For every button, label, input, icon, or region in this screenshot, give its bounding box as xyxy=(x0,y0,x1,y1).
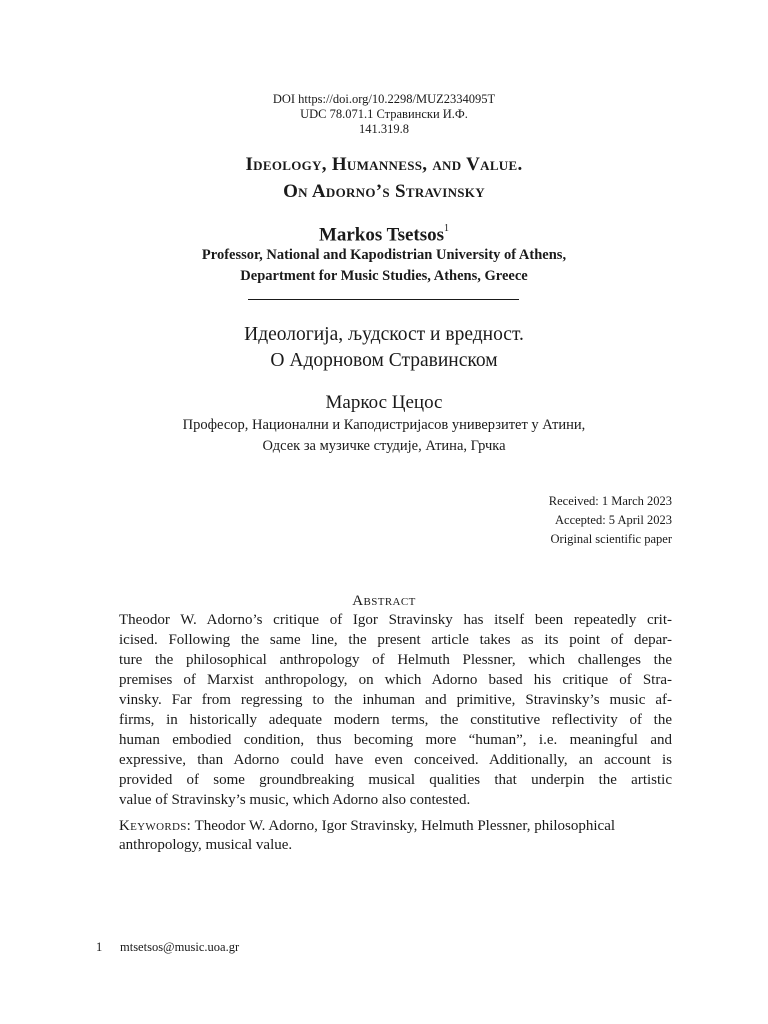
udc-line: UDC 78.071.1 Стравински И.Ф. xyxy=(300,107,468,121)
keywords-label: Keywords: xyxy=(119,818,192,834)
article-title-serbian xyxy=(0,322,768,374)
abstract-line: vinsky. Far from regressing to the inhuman and primitive, Stravinsky’s music af- xyxy=(119,692,672,708)
publication-dates xyxy=(549,492,672,549)
abstract-line: provided of some groundbreaking musical qualities that underpin the artistic xyxy=(119,772,672,788)
footnote-marker[interactable]: 1 xyxy=(444,223,450,234)
author-serbian xyxy=(0,391,768,415)
received-date: Received: 1 March 2023 xyxy=(548,494,672,508)
title-en-line-1: Ideology, Humanness, and Value. xyxy=(245,154,523,175)
affiliation-sr-line-2: Одсек за музичке студије, Атина, Грчка xyxy=(262,438,506,454)
abstract-line: icised. Following the same line, the present article takes as its point of depar- xyxy=(119,632,672,648)
article-metadata xyxy=(0,92,768,137)
abstract-line: premises of Marxist anthropology, on which Adorno based his critique of Stra- xyxy=(119,672,672,688)
keywords-text: Theodor W. Adorno, Igor Stravinsky, Helmuth Plessner, philosophical anthropology, musical value. xyxy=(119,818,616,853)
affiliation-serbian xyxy=(0,415,768,457)
abstract-line: expressive, than Adorno could have even conceived. Additionally, an account is xyxy=(119,752,672,768)
doi-line[interactable]: DOI https://doi.org/10.2298/MUZ2334095T xyxy=(272,92,496,106)
abstract-line: human embodied condition, thus becoming more “human”, i.e. meaningful and xyxy=(119,732,672,748)
abstract-line: Theodor W. Adorno’s critique of Igor Stravinsky has itself been repeatedly crit- xyxy=(119,612,672,628)
section-divider xyxy=(248,299,519,300)
udc-line-2: 141.319.8 xyxy=(359,122,409,136)
author-name-en: Markos Tsetsos xyxy=(318,224,445,246)
affiliation-sr-line-1: Професор, Национални и Каподистријасов универзитет у Атини, xyxy=(182,417,586,433)
author-email[interactable]: mtsetsos@music.uoa.gr xyxy=(120,940,240,954)
title-sr-line-1: Идеологија, људскост и вредност. xyxy=(244,324,524,345)
abstract-line: firms, in historically adequate modern terms, the constitutive reflectivity of the xyxy=(119,712,672,728)
title-sr-line-2: О Адорновом Стравинском xyxy=(270,350,498,371)
author-name-sr: Маркос Цецос xyxy=(325,392,443,413)
footnote xyxy=(96,939,239,955)
title-en-line-2: On Adorno’s Stravinsky xyxy=(283,181,485,202)
footnote-number: 1 xyxy=(96,940,103,954)
affiliation-en-line-1: Professor, National and Kapodistrian University of Athens, xyxy=(201,247,567,263)
abstract-line: ture the philosophical anthropology of Helmuth Plessner, which challenges the xyxy=(119,652,672,668)
article-title-english xyxy=(0,151,768,205)
paper-type: Original scientific paper xyxy=(550,532,672,546)
affiliation-english xyxy=(0,245,768,287)
accepted-date: Accepted: 5 April 2023 xyxy=(555,513,672,527)
keywords xyxy=(119,817,672,855)
abstract-body xyxy=(119,610,672,810)
author-english xyxy=(0,219,768,247)
abstract-heading: Abstract xyxy=(352,593,416,609)
affiliation-en-line-2: Department for Music Studies, Athens, Greece xyxy=(240,268,528,284)
abstract-line: value of Stravinsky’s music, which Adorno also contested. xyxy=(119,792,471,808)
